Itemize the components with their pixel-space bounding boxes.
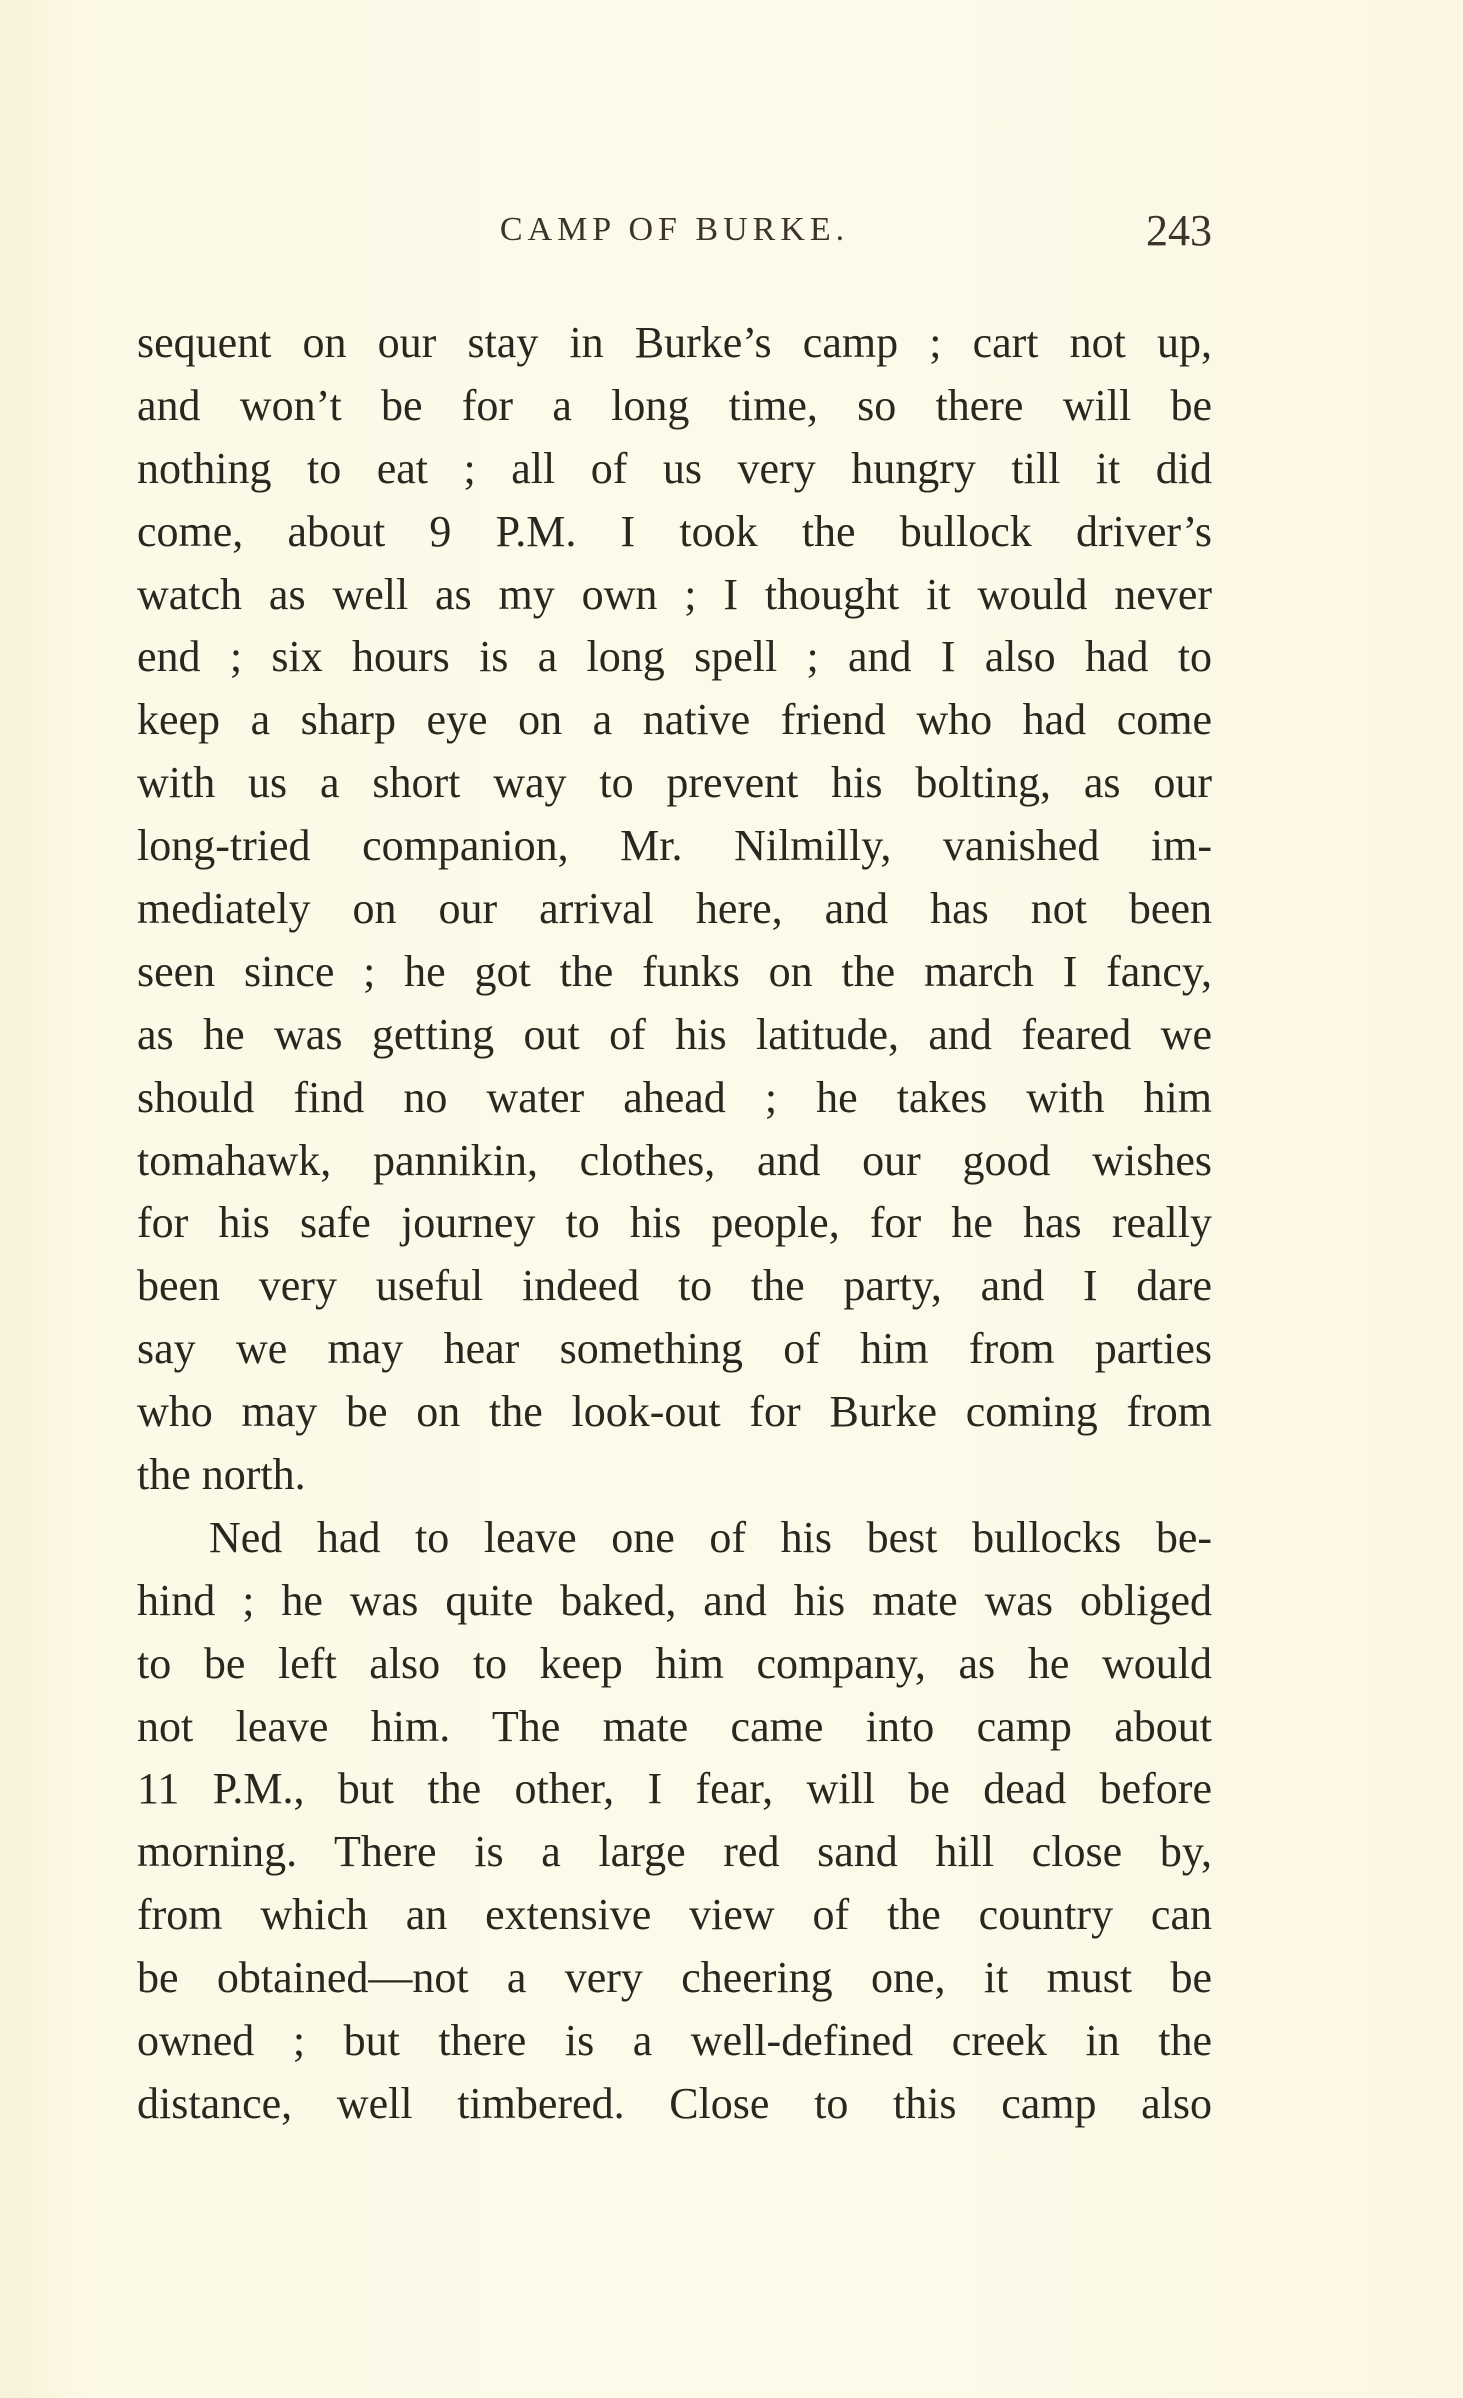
text-line: sequent on our stay in Burke’s camp ; cart not up, [137,318,1212,367]
running-head [137,205,1212,265]
text-line: come, about 9 P.M. I took the bullock driver’s [137,506,1212,556]
text-line: long-tried companion, Mr. Nilmilly, vanished im- [137,821,1212,871]
page-number: 243 [1146,206,1212,255]
text-line: owned ; but there is a well-defined creek in the [137,2016,1212,2066]
text-line: seen since ; he got the funks on the march I fancy, [137,946,1212,996]
body-text [137,312,1212,2136]
text-line: mediately on our arrival here, and has not been [137,884,1212,934]
text-line: with us a short way to prevent his bolting, as our [137,758,1212,808]
text-line: tomahawk, pannikin, clothes, and our good wishes [137,1135,1212,1185]
text-line: 11 P.M., but the other, I fear, will be dead before [137,1764,1212,1814]
paragraph-start-line: Ned had to leave one of his best bullocks be- [209,1512,1212,1562]
running-title: CAMP OF BURKE. [499,211,850,248]
text-line: who may be on the look-out for Burke coming from [137,1387,1212,1437]
text-line: for his safe journey to his people, for he has really [137,1198,1212,1248]
text-line: hind ; he was quite baked, and his mate was obliged [137,1575,1212,1625]
text-line: to be left also to keep him company, as he would [137,1638,1212,1688]
text-line: been very useful indeed to the party, and I dare [137,1261,1212,1311]
text-line: nothing to eat ; all of us very hungry till it did [137,443,1212,493]
paragraph-end-line: the north. [137,1450,306,1500]
text-line: should find no water ahead ; he takes with him [137,1072,1212,1122]
text-line: morning. There is a large red sand hill close by, [137,1827,1212,1877]
text-line: keep a sharp eye on a native friend who had come [137,695,1212,745]
text-line: say we may hear something of him from parties [137,1324,1212,1374]
text-line: be obtained—not a very cheering one, it must be [137,1953,1212,2003]
text-line: and won’t be for a long time, so there will be [137,380,1212,430]
text-line: from which an extensive view of the country can [137,1890,1212,1940]
text-line: end ; six hours is a long spell ; and I also had to [137,632,1212,682]
text-line: not leave him. The mate came into camp about [137,1701,1212,1751]
text-line: distance, well timbered. Close to this camp also [137,2078,1212,2128]
text-line: watch as well as my own ; I thought it would never [137,569,1212,619]
text-line: as he was getting out of his latitude, and feared we [137,1009,1212,1059]
